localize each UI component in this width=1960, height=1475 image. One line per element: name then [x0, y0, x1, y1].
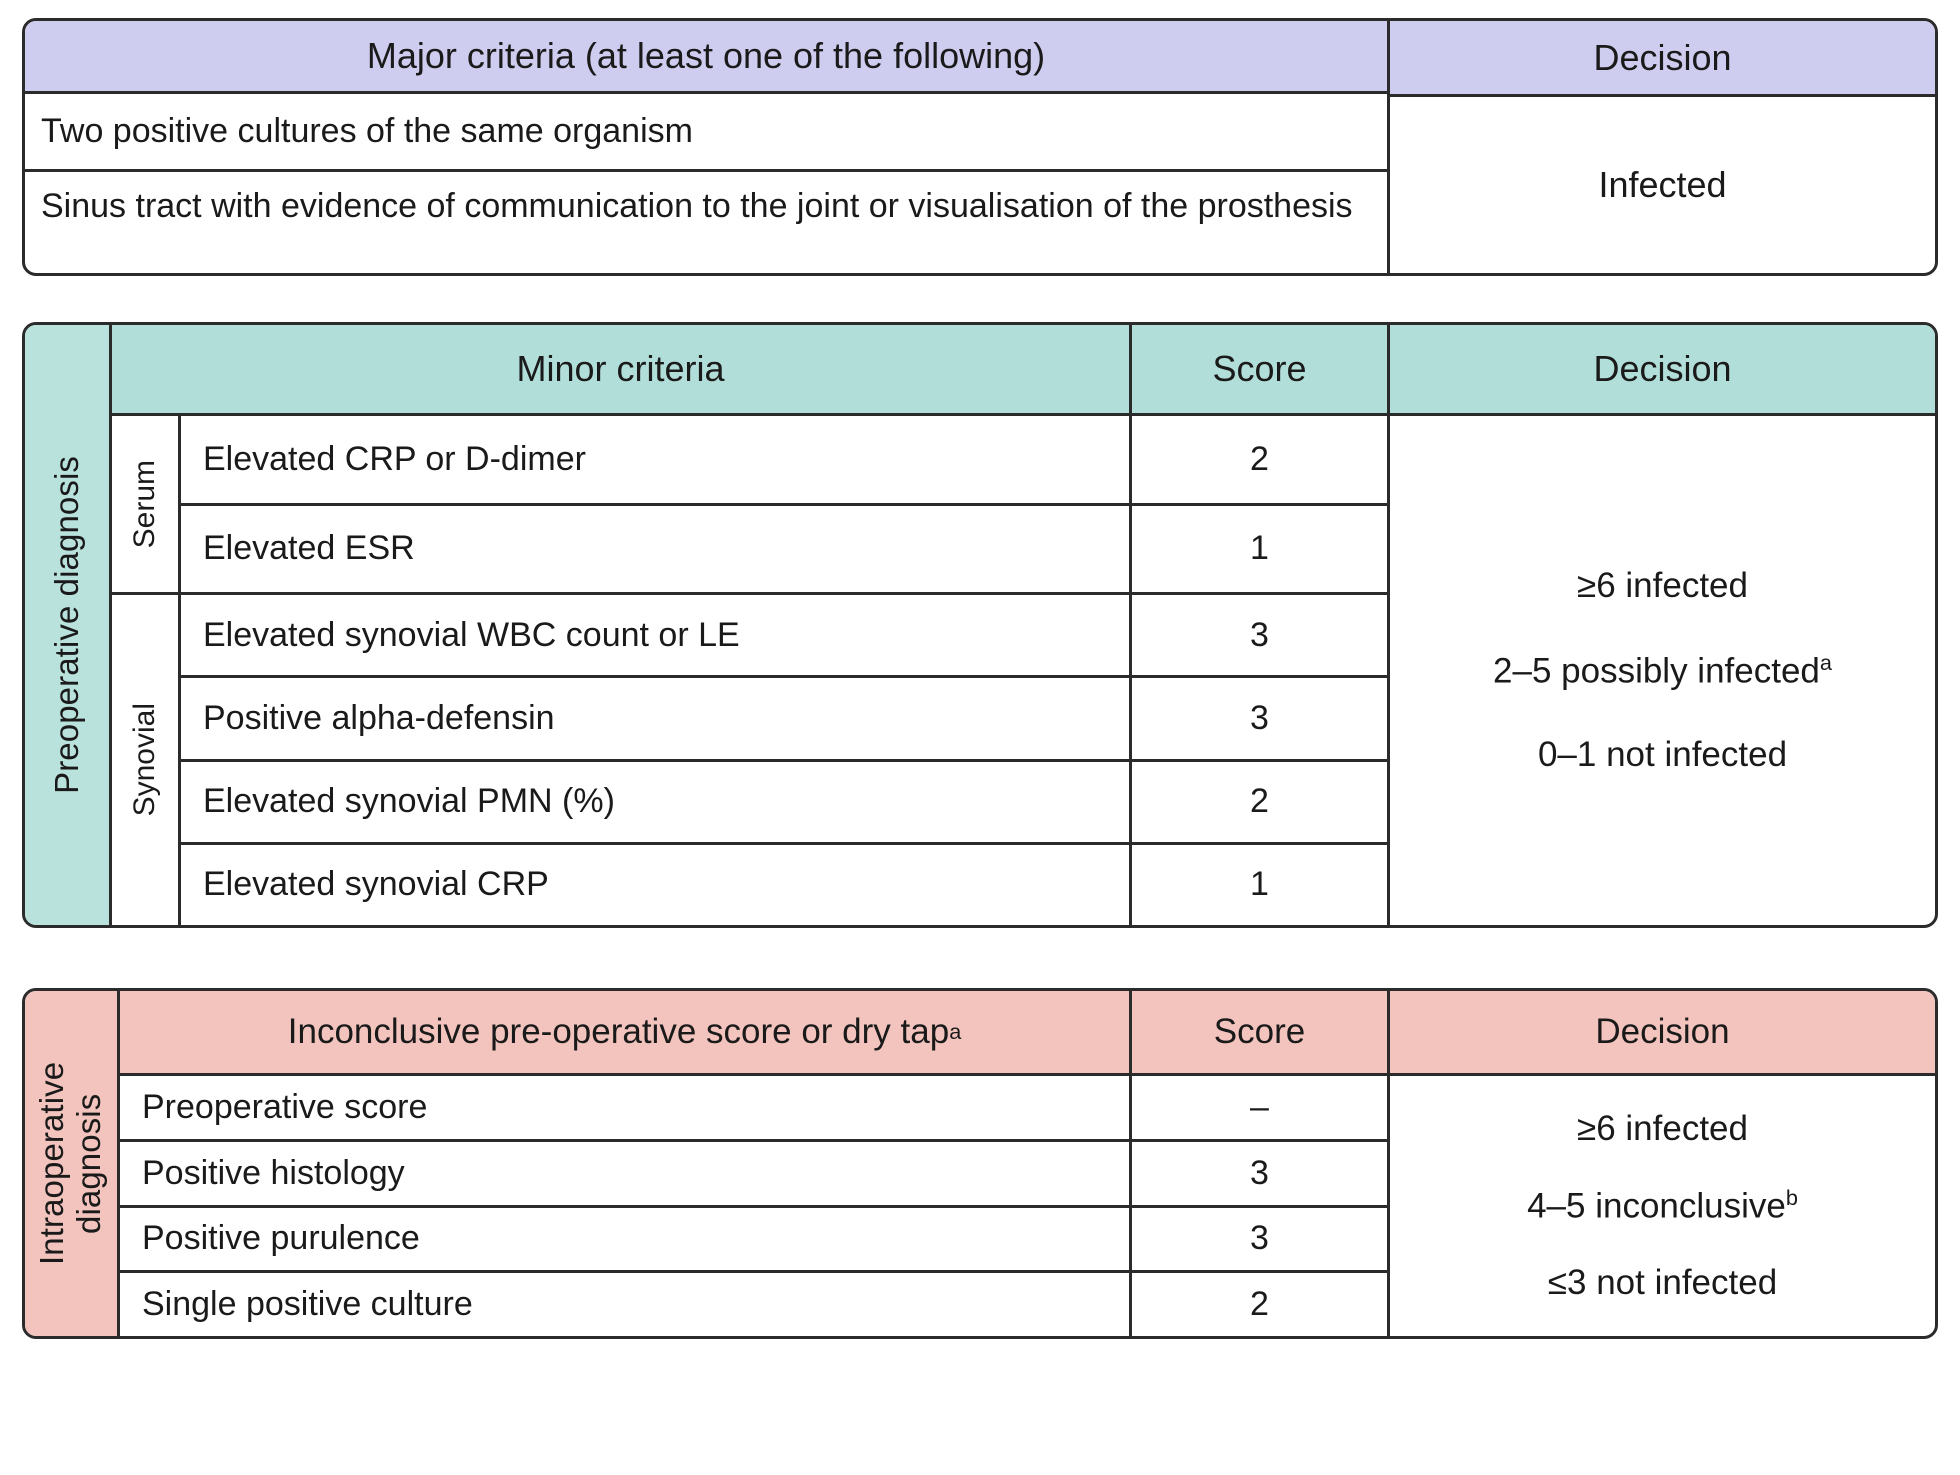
major-criteria-row-1: Two positive cultures of the same organism: [25, 94, 1387, 172]
table-row: [181, 759, 1387, 842]
synovial-group-label: [112, 595, 181, 925]
preoperative-grid: [112, 325, 1935, 925]
intraoperative-decision-area: [1387, 1076, 1935, 1336]
serum-group-label-text: Serum: [128, 459, 161, 549]
criterion-score: 2: [1129, 1273, 1387, 1336]
intraoperative-side-label-text: Intraoperative diagnosis: [33, 1061, 107, 1266]
criterion-label: Elevated synovial CRP: [203, 865, 549, 904]
preoperative-groups: [112, 416, 1387, 925]
criterion-label: Positive purulence: [142, 1219, 420, 1258]
table-row: [120, 1139, 1387, 1205]
preoperative-decision-header: Decision: [1387, 325, 1935, 413]
table-row: [120, 1205, 1387, 1271]
intraoperative-criteria-header-footnote: a: [949, 1019, 962, 1044]
intraoperative-grid: [120, 991, 1935, 1336]
preoperative-group-serum: [112, 416, 1387, 595]
major-criteria-header: Major criteria (at least one of the following): [25, 21, 1387, 94]
preoperative-criteria-header: Minor criteria: [112, 325, 1129, 413]
table-row: [120, 1076, 1387, 1139]
decision-line: [1577, 1109, 1748, 1149]
decision-line: [1577, 566, 1748, 606]
major-decision-value: Infected: [1598, 164, 1727, 205]
intraoperative-criteria-header: [120, 991, 1129, 1073]
table-row: [181, 595, 1387, 675]
criterion-label: Positive histology: [142, 1153, 405, 1192]
decision-text: 2–5 possibly infected: [1493, 651, 1820, 691]
major-criteria-row-2: Sinus tract with evidence of communication to the joint or visualisation of the prosthesis: [41, 187, 1353, 225]
criterion-score: 2: [1129, 416, 1387, 503]
serum-group-label: [112, 416, 181, 592]
criterion-label: Single positive culture: [142, 1285, 473, 1324]
preoperative-body: [112, 416, 1935, 925]
criterion-label: Elevated CRP or D-dimer: [203, 439, 586, 478]
criterion-score: 3: [1129, 595, 1387, 675]
criterion-score: 3: [1129, 678, 1387, 758]
preoperative-group-synovial: [112, 595, 1387, 925]
intraoperative-decision-header: Decision: [1387, 991, 1935, 1073]
preoperative-header-row: [112, 325, 1935, 416]
synovial-group-label-text: Synovial: [128, 703, 161, 817]
preoperative-criteria-area: [112, 416, 1387, 925]
criterion-label: Elevated synovial PMN (%): [203, 782, 615, 821]
decision-text: 4–5 inconclusive: [1527, 1186, 1786, 1226]
decision-footnote: a: [1819, 649, 1832, 675]
synovial-rows: [181, 595, 1387, 925]
criterion-score: 1: [1129, 845, 1387, 925]
decision-text: ≥6 infected: [1577, 1109, 1748, 1149]
major-decision-header: Decision: [1390, 21, 1935, 97]
criterion-score: 2: [1129, 762, 1387, 842]
criterion-label: Preoperative score: [142, 1087, 428, 1126]
intraoperative-criteria-header-text: Inconclusive pre-operative score or dry tap: [287, 1012, 950, 1051]
decision-line: [1538, 735, 1787, 775]
intraoperative-body: [120, 1076, 1935, 1336]
intraoperative-diagnosis-block: [22, 988, 1938, 1339]
criterion-score: 1: [1129, 506, 1387, 593]
criterion-label: Elevated synovial WBC count or LE: [203, 615, 740, 654]
major-decision-column: [1387, 21, 1935, 273]
table-row: [181, 675, 1387, 758]
criterion-score: 3: [1129, 1142, 1387, 1205]
table-row: [120, 1270, 1387, 1336]
decision-footnote: b: [1785, 1185, 1798, 1211]
preoperative-side-label-text: Preoperative diagnosis: [47, 456, 85, 794]
criterion-label: Elevated ESR: [203, 529, 415, 568]
decision-line: [1493, 650, 1832, 692]
table-row: [181, 842, 1387, 925]
table-row: [181, 503, 1387, 593]
decision-line: [1527, 1185, 1798, 1227]
serum-rows: [181, 416, 1387, 592]
preoperative-side-label: [25, 325, 112, 925]
decision-text: 0–1 not infected: [1537, 735, 1788, 775]
intraoperative-header-row: [120, 991, 1935, 1076]
intraoperative-criteria-area: [120, 1076, 1387, 1336]
preoperative-score-header: Score: [1129, 325, 1387, 413]
criterion-score: –: [1129, 1076, 1387, 1139]
criterion-label: Positive alpha-defensin: [203, 698, 555, 737]
decision-text: ≥6 infected: [1577, 565, 1748, 605]
table-row: [181, 416, 1387, 503]
preoperative-diagnosis-block: [22, 322, 1938, 928]
decision-line: [1548, 1263, 1777, 1303]
criterion-score: 3: [1129, 1208, 1387, 1271]
preoperative-decision-area: [1387, 416, 1935, 925]
intraoperative-score-header: Score: [1129, 991, 1387, 1073]
major-criteria-column: [25, 21, 1387, 273]
major-criteria-block: [22, 18, 1938, 276]
decision-text: ≤3 not infected: [1547, 1262, 1778, 1302]
intraoperative-side-label: [25, 991, 120, 1336]
